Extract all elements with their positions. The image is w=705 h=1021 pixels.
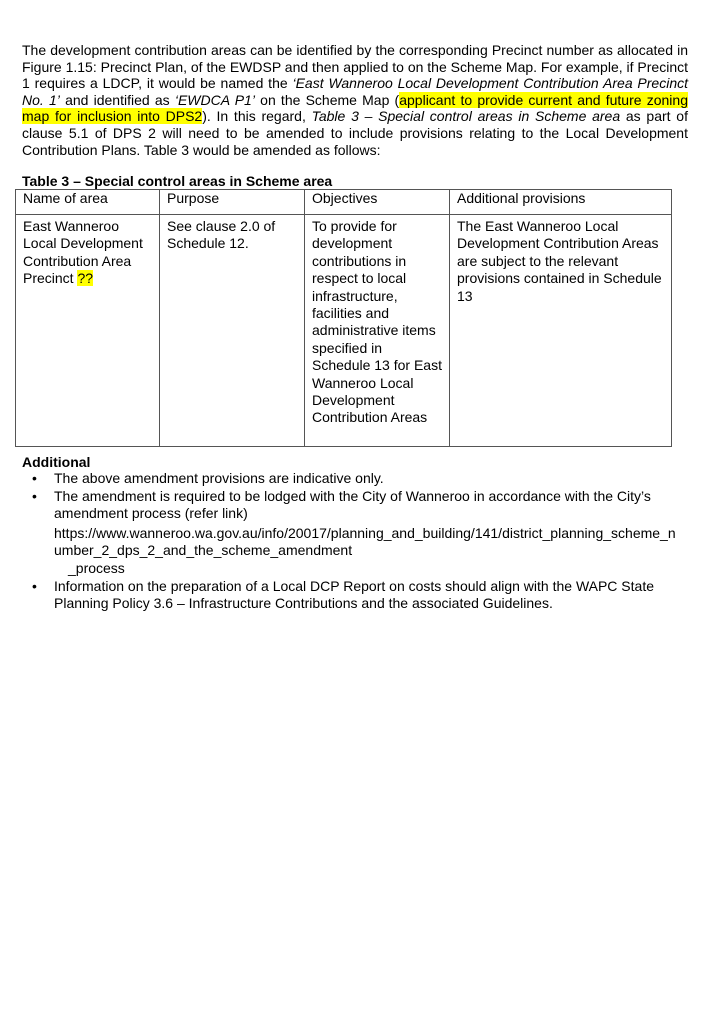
area-name-text: East Wanneroo Local Development Contribution Area Precinct (23, 218, 143, 287)
list-item (22, 488, 682, 578)
header-purpose: Purpose (160, 190, 305, 215)
bullet-icon: • (32, 470, 37, 486)
amendment-process-link-tail[interactable]: _process (68, 559, 125, 576)
bullet-icon: • (32, 487, 37, 504)
list-item-text: Information on the preparation of a Local DCP Report on costs should align with the WAPC State Planning Policy 3.6 – Infrastructure Contributions and the associated Guidelines. (54, 577, 654, 612)
table-title: Table 3 – Special control areas in Scheme area (22, 173, 333, 189)
header-name-of-area: Name of area (16, 190, 160, 215)
list-item (22, 578, 682, 613)
lda-code-italic: ‘EWDCA P1’ (174, 91, 255, 108)
intro-text-3: on the Scheme Map ( (254, 91, 400, 108)
cell-additional-provisions: The East Wanneroo Local Development Contribution Areas are subject to the relevant provisions contained in Schedule 13 (450, 215, 672, 447)
table-header-row (16, 190, 672, 215)
list-item-text: The amendment is required to be lodged with the City of Wanneroo in accordance with the City’s amendment process (refer link) (54, 487, 651, 522)
special-control-areas-table (15, 189, 672, 447)
table-reference-italic: Table 3 – Special control areas in Scheme area (311, 108, 621, 125)
cell-objectives: To provide for development contributions in respect to local infrastructure, facilities and administrative items specified in Schedule 13 for East Wanneroo Local Development Contribution Areas (305, 215, 450, 447)
intro-text-4: ). In this regard, (202, 108, 312, 125)
additional-heading: Additional (22, 454, 91, 470)
intro-text-1: The development contribution areas can be identified by the corresponding Precinct number as allocated in Figure 1.15: Precinct Plan, of the EWDSP and then applied to on the Scheme Map. For example, if Precinct 1 requires a LDCP, it would be named the (22, 42, 688, 92)
intro-paragraph (22, 42, 688, 158)
additional-list (22, 470, 682, 613)
intro-text-5: as part of clause 5.1 of DPS 2 will need to be amended to include provisions relating to the Local Development Contribution Plans. Table 3 would be amended as follows: (22, 108, 688, 158)
cell-name-of-area (16, 215, 160, 447)
zoning-map-highlight: applicant to provide current and future zoning map for inclusion into DPS2 (22, 91, 688, 125)
precinct-placeholder-highlight: ?? (77, 270, 94, 287)
header-objectives: Objectives (305, 190, 450, 215)
header-additional-provisions: Additional provisions (450, 190, 672, 215)
list-item-text: The above amendment provisions are indicative only. (54, 470, 384, 486)
intro-text-2: and identified as (59, 91, 175, 108)
bullet-icon: • (32, 577, 37, 594)
lda-name-italic: ‘East Wanneroo Local Development Contribution Area Precinct No. 1’ (22, 75, 689, 108)
list-item (22, 470, 682, 488)
cell-purpose: See clause 2.0 of Schedule 12. (160, 215, 305, 447)
table-row (16, 215, 672, 447)
amendment-process-link[interactable]: https://www.wanneroo.wa.gov.au/info/20017/planning_and_building/141/district_planning_scheme_number_2_dps_2_and_the_scheme_amendment (54, 524, 676, 559)
